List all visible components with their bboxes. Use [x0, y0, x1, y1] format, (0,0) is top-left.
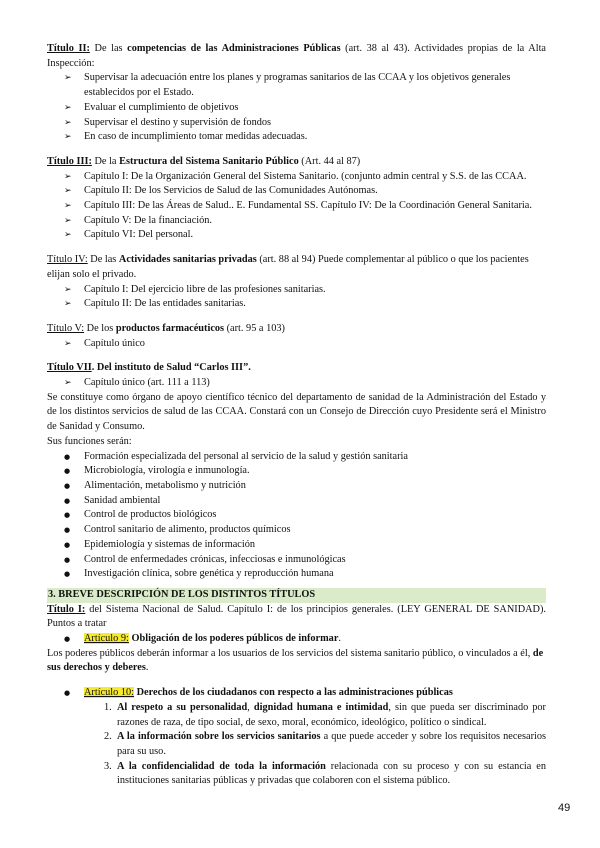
list-item: ➢ Capítulo II: De los Servicios de Salud de las Comunidades Autónomas. — [47, 184, 546, 199]
list-item: ➢ Capítulo único (art. 111 a 113) — [47, 376, 546, 391]
item-rest: , sin que pueda ser discriminado por razones de raza, de tipo social, de sexo, moral, económico, ideológico, político o sindical. — [117, 701, 546, 728]
list-item: ➢ Capítulo único — [47, 337, 546, 352]
list-item: ● Alimentación, metabolismo y nutrición — [47, 479, 546, 494]
titulo-iv-label: Título IV: — [47, 254, 88, 266]
funciones-list — [47, 450, 546, 582]
titulo-i-text: del Sistema Nacional de Salud. Capítulo I: de los principios generales. (LEY GENERAL DE SANIDAD). Puntos a tratar — [47, 603, 547, 630]
item-mid: , — [247, 701, 254, 713]
list-item: ➢ Evaluar el cumplimiento de objetivos — [47, 101, 546, 116]
list-item: ● Control de productos biológicos — [47, 508, 546, 523]
titulo-vii-list — [47, 376, 546, 391]
section-heading: 3. BREVE DESCRIPCIÓN DE LOS DISTINTOS TÍTULOS — [47, 588, 546, 603]
titulo-v-list — [47, 337, 546, 352]
list-item: ● Sanidad ambiental — [47, 494, 546, 509]
list-item: ➢ Capítulo I: Del ejercicio libre de las profesiones sanitarias. — [47, 283, 546, 298]
titulo-vii-label: Título VII — [47, 362, 92, 374]
list-item: ● Investigación clínica, sobre genética y reproducción humana — [47, 567, 546, 582]
titulo-vii-bold: . Del instituto de Salud “Carlos III”. — [91, 362, 251, 374]
item-number: 3. — [104, 760, 112, 772]
articulo-9-title: Obligación de los poderes públicos de informar — [128, 633, 339, 645]
titulo-iv-pre: De las — [87, 254, 119, 266]
titulo-iii-label: Título III: — [47, 155, 92, 167]
list-item: ➢ Capítulo VI: Del personal. — [47, 228, 546, 243]
titulo-iii-bold: Estructura del Sistema Sanitario Público — [119, 155, 299, 167]
list-item — [47, 760, 546, 789]
list-item: ● Formación especializada del personal al servicio de la salud y gestión sanitaria — [47, 450, 546, 465]
titulo-iv-post: (art. 88 al 94) Puede complementar al público o que los pacientes elijan solo el privado. — [47, 254, 529, 280]
articulo-9-paragraph — [47, 647, 546, 676]
spacer — [47, 351, 546, 361]
titulo-ii-post: (art. 38 al 43). Actividades propias de la Alta Inspección: — [47, 43, 546, 69]
titulo-iv-heading — [47, 253, 546, 282]
articulo-10-list — [47, 701, 546, 789]
item-rest: a que puede acceder y sobre los requisitos necesarios para su uso. — [117, 731, 547, 757]
list-item: ➢ En caso de incumplimiento tomar medidas adecuadas. — [47, 130, 546, 145]
titulo-iii-list — [47, 170, 546, 244]
list-item: ● Control sanitario de alimento, productos químicos — [47, 523, 546, 538]
titulo-iv-list — [47, 283, 546, 312]
item-bold-2: dignidad humana e intimidad — [253, 701, 389, 713]
articulo-9-label: Artículo 9: — [84, 633, 129, 645]
titulo-v-pre: De los — [84, 322, 116, 334]
item-bold: A la confidencialidad de toda la información — [117, 760, 326, 772]
articulo-10-title: Derechos de los ciudadanos con respecto a las administraciones públicas — [134, 687, 453, 699]
document-page — [47, 42, 546, 789]
titulo-v-bold: productos farmacéuticos — [115, 322, 225, 334]
list-item: ➢ Supervisar la adecuación entre los planes y programas sanitarios de las CCAA y los objetivos generales establecidos por el Estado. — [47, 71, 546, 100]
spacer — [47, 145, 546, 155]
articulo-9-heading — [47, 632, 546, 647]
titulo-ii-heading — [47, 42, 546, 71]
list-item: ➢ Capítulo II: De las entidades sanitarias. — [47, 297, 546, 312]
titulo-v-label: Título V: — [47, 322, 85, 334]
item-bold: Al respeto a su personalidad — [117, 701, 248, 713]
titulo-iii-heading — [47, 155, 546, 170]
list-item — [47, 730, 546, 759]
titulo-ii-list — [47, 71, 546, 145]
articulo-9-text: Los poderes públicos deberán informar a los usuarios de los servicios del sistema sanitario público, o vinculados a él, — [47, 647, 533, 659]
page-number: 49 — [558, 802, 571, 814]
articulo-10-label: Artículo 10: — [84, 687, 135, 699]
list-item: ➢ Supervisar el destino y supervisión de fondos — [47, 116, 546, 131]
titulo-i-label: Título I: — [47, 603, 86, 615]
titulo-iii-post: (Art. 44 al 87) — [298, 155, 361, 167]
spacer — [47, 312, 546, 322]
funciones-label: Sus funciones serán: — [47, 435, 132, 447]
item-rest: relacionada con su proceso y con su estancia en instituciones sanitarias públicas y privadas que colaboren con el sistema público. — [117, 760, 546, 787]
item-number: 2. — [104, 731, 112, 743]
list-item: ➢ Capítulo I: De la Organización General del Sistema Sanitario. (conjunto admin central y S.S. de las CCAA. — [47, 170, 546, 185]
articulo-9-bold: de sus derechos y deberes — [47, 647, 544, 674]
list-item: ➢ Capítulo V: De la financiación. — [47, 214, 546, 229]
articulo-9-end: . — [338, 633, 341, 645]
titulo-v-post: (art. 95 a 103) — [224, 322, 285, 334]
titulo-vii-heading — [47, 361, 546, 376]
titulo-i-paragraph — [47, 603, 546, 632]
titulo-ii-bold: competencias de las Administraciones Públicas — [127, 43, 341, 54]
titulo-vii-paragraph: Se constituye como órgano de apoyo científico técnico del departamento de sanidad de la Administración del Estado y de los distintos servicios de salud de las CCAA. Constará con un Consejo de Dirección cuyo Presidente será el Ministro de Sanidad y Consumo. — [47, 391, 546, 433]
titulo-ii-label: Título II: — [47, 43, 90, 54]
articulo-10-heading — [47, 686, 546, 701]
titulo-iii-pre: De la — [91, 155, 120, 167]
list-item: ● Microbiología, virología e inmunología. — [47, 464, 546, 479]
titulo-iv-bold: Actividades sanitarias privadas — [118, 254, 257, 266]
item-bold: A la información sobre los servicios sanitarios — [117, 731, 321, 743]
spacer — [47, 676, 546, 686]
list-item: ● Control de enfermedades crónicas, infecciosas e inmunológicas — [47, 553, 546, 568]
titulo-ii-pre: De las — [89, 43, 128, 54]
articulo-9-para-end: . — [145, 662, 149, 674]
titulo-v-heading — [47, 322, 546, 337]
item-number: 1. — [104, 701, 112, 713]
list-item: ● Epidemiología y sistemas de información — [47, 538, 546, 553]
list-item — [47, 701, 546, 730]
list-item: ➢ Capítulo III: De las Áreas de Salud.. E. Fundamental SS. Capítulo IV: De la Coordinación General Sanitaria. — [47, 199, 546, 214]
spacer — [47, 243, 546, 253]
